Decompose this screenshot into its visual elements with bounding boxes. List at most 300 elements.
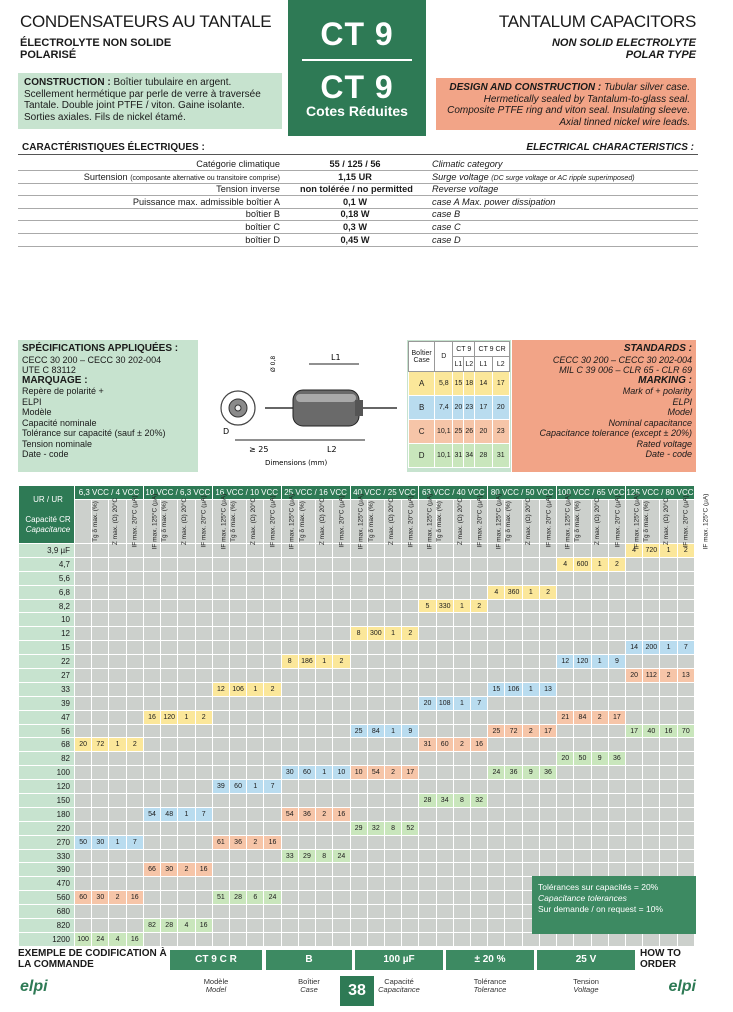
- empty-cell: [229, 766, 246, 780]
- empty-cell: [591, 696, 608, 710]
- empty-cell: [367, 849, 384, 863]
- model-subtitle: Cotes Réduites: [306, 103, 408, 119]
- case-dim: 10,1: [435, 444, 453, 468]
- empty-cell: [574, 627, 591, 641]
- empty-cell: [453, 613, 470, 627]
- spec-value: 55 / 125 / 56: [329, 159, 381, 169]
- empty-cell: [453, 780, 470, 794]
- empty-cell: [505, 738, 522, 752]
- empty-cell: [126, 613, 143, 627]
- empty-cell: [505, 849, 522, 863]
- empty-cell: [660, 752, 677, 766]
- empty-cell: [178, 557, 195, 571]
- empty-cell: [505, 891, 522, 905]
- spec-en: case B: [432, 209, 461, 220]
- empty-cell: [281, 821, 298, 835]
- empty-cell: [591, 613, 608, 627]
- empty-cell: [109, 794, 126, 808]
- empty-cell: [522, 641, 539, 655]
- empty-cell: [402, 835, 419, 849]
- case-dim: 10,1: [435, 420, 453, 444]
- spec-cell: 2: [384, 766, 401, 780]
- empty-cell: [126, 724, 143, 738]
- empty-cell: [161, 599, 178, 613]
- empty-cell: [264, 571, 281, 585]
- ct9cr-head: CT 9 CR: [475, 342, 510, 357]
- empty-cell: [488, 613, 505, 627]
- empty-cell: [677, 863, 694, 877]
- empty-cell: [488, 891, 505, 905]
- empty-cell: [574, 613, 591, 627]
- marquage-line: Modèle: [22, 407, 52, 417]
- empty-cell: [212, 932, 229, 946]
- empty-cell: [488, 863, 505, 877]
- empty-cell: [195, 835, 212, 849]
- empty-cell: [677, 807, 694, 821]
- right-title: TANTALUM CAPACITORS: [498, 12, 696, 31]
- how-to-order-label: HOW TO ORDER: [640, 948, 681, 970]
- sub-header: IF max. 125°C (µA): [264, 499, 281, 543]
- empty-cell: [281, 877, 298, 891]
- elec-heading-fr: CARACTÉRISTIQUES ÉLECTRIQUES :: [22, 142, 205, 153]
- empty-cell: [626, 807, 643, 821]
- empty-cell: [126, 821, 143, 835]
- empty-cell: [677, 835, 694, 849]
- empty-cell: [264, 752, 281, 766]
- empty-cell: [161, 585, 178, 599]
- capacitance-label: 5,6: [19, 571, 75, 585]
- empty-cell: [195, 724, 212, 738]
- body-highlight: [296, 394, 356, 402]
- empty-cell: [126, 863, 143, 877]
- empty-cell: [436, 766, 453, 780]
- empty-cell: [281, 905, 298, 919]
- empty-cell: [436, 585, 453, 599]
- empty-cell: [350, 669, 367, 683]
- empty-cell: [539, 780, 556, 794]
- empty-cell: [402, 585, 419, 599]
- empty-cell: [574, 544, 591, 558]
- spec-cell: 28: [161, 919, 178, 933]
- empty-cell: [126, 849, 143, 863]
- empty-cell: [626, 655, 643, 669]
- empty-cell: [126, 807, 143, 821]
- empty-cell: [161, 613, 178, 627]
- empty-cell: [677, 738, 694, 752]
- empty-cell: [471, 849, 488, 863]
- right-subtitle-1: NON SOLID ELECTROLYTE: [551, 37, 696, 49]
- empty-cell: [229, 641, 246, 655]
- spec-cell: 15: [488, 682, 505, 696]
- spec-cell: 13: [677, 669, 694, 683]
- empty-cell: [419, 571, 436, 585]
- empty-cell: [505, 863, 522, 877]
- empty-cell: [643, 571, 660, 585]
- empty-cell: [453, 627, 470, 641]
- empty-cell: [522, 655, 539, 669]
- spec-cell: 16: [195, 919, 212, 933]
- empty-cell: [247, 766, 264, 780]
- voltage-header: 25 VCC / 16 VCC: [281, 486, 350, 500]
- spec-cell: 2: [402, 627, 419, 641]
- empty-cell: [591, 835, 608, 849]
- empty-cell: [453, 877, 470, 891]
- empty-cell: [488, 780, 505, 794]
- empty-cell: [178, 613, 195, 627]
- empty-cell: [212, 877, 229, 891]
- empty-cell: [488, 641, 505, 655]
- marking-list: [539, 386, 692, 460]
- empty-cell: [333, 738, 350, 752]
- spec-value: 1,15 UR: [338, 171, 372, 182]
- empty-cell: [178, 849, 195, 863]
- empty-cell: [281, 627, 298, 641]
- empty-cell: [643, 557, 660, 571]
- empty-cell: [350, 613, 367, 627]
- empty-cell: [522, 932, 539, 946]
- empty-cell: [453, 585, 470, 599]
- spec-cell: 61: [212, 835, 229, 849]
- empty-cell: [247, 724, 264, 738]
- spec-cell: 50: [75, 835, 92, 849]
- marquage-line: Repère de polarité +: [22, 386, 104, 396]
- empty-cell: [109, 655, 126, 669]
- tolerance-box: [532, 876, 696, 934]
- empty-cell: [126, 794, 143, 808]
- empty-cell: [212, 571, 229, 585]
- spec-cell: 112: [643, 669, 660, 683]
- empty-cell: [161, 794, 178, 808]
- empty-cell: [557, 780, 574, 794]
- empty-cell: [384, 794, 401, 808]
- empty-cell: [677, 710, 694, 724]
- empty-cell: [143, 905, 160, 919]
- spec-cell: 4: [626, 544, 643, 558]
- spec-cell: 2: [539, 585, 556, 599]
- empty-cell: [178, 696, 195, 710]
- spec-cell: 60: [298, 766, 315, 780]
- sub-header: Z max. (Ω) 20°C: [92, 499, 109, 543]
- empty-cell: [471, 891, 488, 905]
- empty-cell: [316, 905, 333, 919]
- empty-cell: [212, 821, 229, 835]
- empty-cell: [402, 696, 419, 710]
- spec-cell: 39: [212, 780, 229, 794]
- empty-cell: [384, 585, 401, 599]
- empty-cell: [367, 696, 384, 710]
- empty-cell: [471, 682, 488, 696]
- order-code-part: ± 20 %: [446, 950, 534, 970]
- empty-cell: [574, 766, 591, 780]
- empty-cell: [350, 807, 367, 821]
- empty-cell: [591, 863, 608, 877]
- empty-cell: [557, 682, 574, 696]
- empty-cell: [316, 557, 333, 571]
- order-code-label: Boîtier Case: [298, 977, 320, 994]
- sub-header: IF max. 125°C (µA): [402, 499, 419, 543]
- empty-cell: [384, 891, 401, 905]
- empty-cell: [92, 544, 109, 558]
- empty-cell: [488, 849, 505, 863]
- empty-cell: [298, 599, 315, 613]
- empty-cell: [522, 669, 539, 683]
- empty-cell: [247, 571, 264, 585]
- empty-cell: [109, 641, 126, 655]
- empty-cell: [350, 641, 367, 655]
- wire-label: Ø 0,8: [270, 355, 277, 372]
- empty-cell: [75, 780, 92, 794]
- empty-cell: [367, 794, 384, 808]
- empty-cell: [143, 780, 160, 794]
- voltage-header: 40 VCC / 25 VCC: [350, 486, 419, 500]
- empty-cell: [75, 724, 92, 738]
- empty-cell: [316, 599, 333, 613]
- spec-cell: 1: [384, 627, 401, 641]
- empty-cell: [161, 932, 178, 946]
- empty-cell: [195, 627, 212, 641]
- empty-cell: [264, 724, 281, 738]
- marking-line: Date - code: [645, 449, 692, 459]
- empty-cell: [126, 919, 143, 933]
- empty-cell: [92, 571, 109, 585]
- sub-header: IF max. 125°C (µA): [333, 499, 350, 543]
- empty-cell: [350, 863, 367, 877]
- empty-cell: [92, 863, 109, 877]
- left-subtitle-1: ÉLECTROLYTE NON SOLIDE: [20, 37, 172, 49]
- sub-header: IF max. 20°C (µA): [522, 499, 539, 543]
- empty-cell: [522, 613, 539, 627]
- empty-cell: [281, 599, 298, 613]
- empty-cell: [126, 905, 143, 919]
- empty-cell: [126, 627, 143, 641]
- empty-cell: [212, 794, 229, 808]
- marking-line: ELPI: [672, 396, 692, 407]
- case-label: D: [409, 444, 435, 468]
- case-dim: 20: [492, 396, 509, 420]
- empty-cell: [143, 696, 160, 710]
- empty-cell: [436, 641, 453, 655]
- empty-cell: [143, 932, 160, 946]
- spec-marking-fr: [22, 344, 178, 460]
- case-label: A: [409, 372, 435, 396]
- case-dim: 23: [464, 396, 475, 420]
- spec-cell: 25: [350, 724, 367, 738]
- empty-cell: [161, 655, 178, 669]
- empty-cell: [161, 641, 178, 655]
- empty-cell: [643, 766, 660, 780]
- spec-fr: boîtier C: [245, 222, 280, 232]
- empty-cell: [195, 613, 212, 627]
- empty-cell: [316, 932, 333, 946]
- empty-cell: [436, 669, 453, 683]
- empty-cell: [109, 585, 126, 599]
- empty-cell: [660, 599, 677, 613]
- empty-cell: [367, 891, 384, 905]
- empty-cell: [539, 669, 556, 683]
- empty-cell: [402, 752, 419, 766]
- empty-cell: [436, 780, 453, 794]
- empty-cell: [247, 849, 264, 863]
- empty-cell: [574, 794, 591, 808]
- sub-header: Tg δ max. (%): [488, 499, 505, 543]
- empty-cell: [229, 669, 246, 683]
- empty-cell: [539, 613, 556, 627]
- capacitance-label: 15: [19, 641, 75, 655]
- ct9-head: CT 9: [453, 342, 475, 357]
- empty-cell: [384, 682, 401, 696]
- empty-cell: [92, 905, 109, 919]
- spec-cell: 36: [505, 766, 522, 780]
- empty-cell: [626, 835, 643, 849]
- empty-cell: [264, 877, 281, 891]
- spec-cell: 66: [143, 863, 160, 877]
- spec-cell: 8: [384, 821, 401, 835]
- empty-cell: [126, 641, 143, 655]
- empty-cell: [557, 766, 574, 780]
- empty-cell: [660, 696, 677, 710]
- spec-cell: 48: [161, 807, 178, 821]
- empty-cell: [660, 571, 677, 585]
- empty-cell: [505, 752, 522, 766]
- empty-cell: [143, 821, 160, 835]
- empty-cell: [333, 585, 350, 599]
- case-label: C: [409, 420, 435, 444]
- sub-header: IF max. 20°C (µA): [109, 499, 126, 543]
- case-dim: 31: [453, 444, 464, 468]
- empty-cell: [677, 585, 694, 599]
- elpi-logo-right: elpi: [668, 978, 696, 995]
- spec-cell: 360: [505, 585, 522, 599]
- empty-cell: [608, 821, 625, 835]
- empty-cell: [109, 905, 126, 919]
- empty-cell: [557, 807, 574, 821]
- order-code-label: Modèle Model: [203, 977, 229, 994]
- empty-cell: [367, 641, 384, 655]
- empty-cell: [264, 849, 281, 863]
- spec-cell: 7: [195, 807, 212, 821]
- capacitance-label: 3,9 µF: [19, 544, 75, 558]
- sub-header: IF max. 20°C (µA): [453, 499, 470, 543]
- empty-cell: [402, 932, 419, 946]
- empty-cell: [419, 932, 436, 946]
- empty-cell: [229, 627, 246, 641]
- empty-cell: [195, 849, 212, 863]
- empty-cell: [367, 599, 384, 613]
- spec-fr: boîtier B: [245, 209, 280, 220]
- case-label: B: [409, 396, 435, 420]
- empty-cell: [109, 571, 126, 585]
- empty-cell: [109, 807, 126, 821]
- spec-cell: 13: [539, 682, 556, 696]
- empty-cell: [643, 849, 660, 863]
- empty-cell: [264, 627, 281, 641]
- empty-cell: [591, 585, 608, 599]
- empty-cell: [677, 599, 694, 613]
- empty-cell: [471, 905, 488, 919]
- spec-cell: 106: [229, 682, 246, 696]
- sub-header: Z max. (Ω) 20°C: [367, 499, 384, 543]
- spec-cell: 2: [453, 738, 470, 752]
- spec-cell: 12: [557, 655, 574, 669]
- empty-cell: [522, 863, 539, 877]
- dim-col-head: L2: [492, 357, 509, 372]
- capacitance-label: 680: [19, 905, 75, 919]
- empty-cell: [384, 669, 401, 683]
- spec-cell: 30: [92, 891, 109, 905]
- empty-cell: [643, 835, 660, 849]
- empty-cell: [298, 682, 315, 696]
- sub-header: Z max. (Ω) 20°C: [436, 499, 453, 543]
- empty-cell: [281, 752, 298, 766]
- empty-cell: [161, 669, 178, 683]
- empty-cell: [178, 877, 195, 891]
- order-code-label: Tension Voltage: [573, 977, 599, 994]
- spec-cell: 2: [660, 669, 677, 683]
- empty-cell: [591, 849, 608, 863]
- empty-cell: [436, 724, 453, 738]
- empty-cell: [333, 571, 350, 585]
- sub-header: Z max. (Ω) 20°C: [298, 499, 315, 543]
- empty-cell: [281, 682, 298, 696]
- spec-cell: 1: [591, 557, 608, 571]
- empty-cell: [229, 710, 246, 724]
- spec-cell: 330: [436, 599, 453, 613]
- empty-cell: [419, 557, 436, 571]
- spec-app-line: UTE C 83112: [22, 365, 76, 375]
- empty-cell: [264, 613, 281, 627]
- empty-cell: [75, 863, 92, 877]
- empty-cell: [316, 669, 333, 683]
- empty-cell: [178, 724, 195, 738]
- empty-cell: [367, 932, 384, 946]
- spec-cell: 600: [574, 557, 591, 571]
- marquage-line: Capacité nominale: [22, 417, 97, 428]
- empty-cell: [75, 905, 92, 919]
- empty-cell: [453, 544, 470, 558]
- empty-cell: [178, 682, 195, 696]
- empty-cell: [333, 821, 350, 835]
- empty-cell: [643, 696, 660, 710]
- empty-cell: [488, 821, 505, 835]
- empty-cell: [75, 627, 92, 641]
- empty-cell: [384, 835, 401, 849]
- empty-cell: [178, 932, 195, 946]
- empty-cell: [126, 780, 143, 794]
- empty-cell: [143, 613, 160, 627]
- empty-cell: [367, 655, 384, 669]
- empty-cell: [660, 613, 677, 627]
- spec-cell: 2: [109, 891, 126, 905]
- empty-cell: [333, 891, 350, 905]
- spec-cell: 40: [643, 724, 660, 738]
- empty-cell: [453, 932, 470, 946]
- empty-cell: [247, 641, 264, 655]
- empty-cell: [350, 599, 367, 613]
- spec-fr: Tension inverse: [216, 184, 280, 195]
- empty-cell: [143, 585, 160, 599]
- empty-cell: [264, 557, 281, 571]
- empty-cell: [557, 849, 574, 863]
- spec-cell: 54: [143, 807, 160, 821]
- empty-cell: [643, 627, 660, 641]
- empty-cell: [229, 724, 246, 738]
- empty-cell: [333, 724, 350, 738]
- empty-cell: [608, 780, 625, 794]
- empty-cell: [557, 724, 574, 738]
- empty-cell: [488, 905, 505, 919]
- empty-cell: [626, 794, 643, 808]
- spec-cell: 4: [109, 932, 126, 946]
